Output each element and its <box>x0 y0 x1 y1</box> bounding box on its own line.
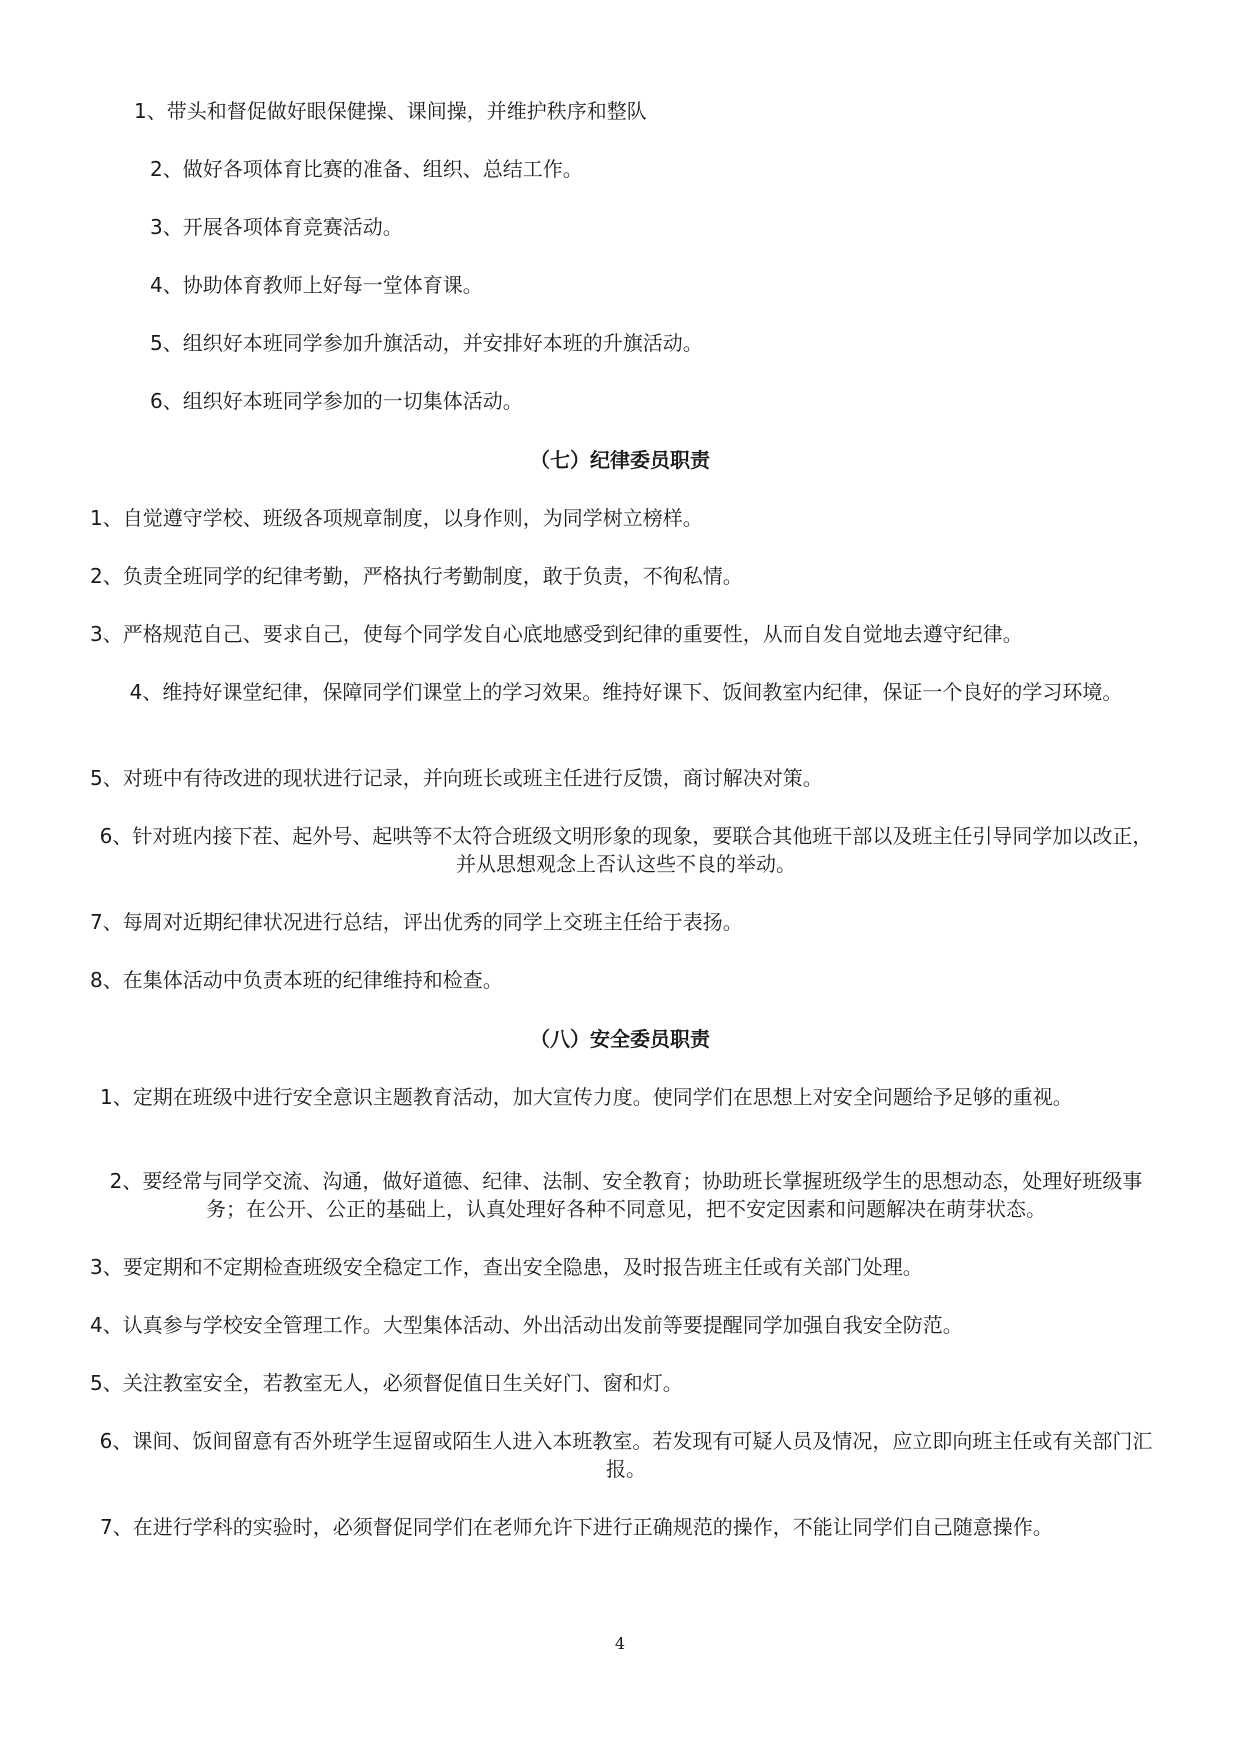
list-item: 1、定期在班级中进行安全意识主题教育活动，加大宣传力度。使同学们在思想上对安全问题给予足够的重视。 <box>100 1085 1073 1109</box>
list-item: 5、对班中有待改进的现状进行记录，并向班长或班主任进行反馈，商讨解决对策。 <box>90 766 823 790</box>
list-item: 2、做好各项体育比赛的准备、组织、总结工作。 <box>150 157 583 181</box>
list-item: 4、认真参与学校安全管理工作。大型集体活动、外出活动出发前等要提醒同学加强自我安全防范。 <box>90 1313 963 1337</box>
list-item: 4、维持好课堂纪律，保障同学们课堂上的学习效果。维持好课下、饭间教室内纪律，保证一个良好的学习环境。 <box>129 680 1123 704</box>
list-item: 1、自觉遵守学校、班级各项规章制度，以身作则，为同学树立榜样。 <box>90 506 703 530</box>
list-item: 3、要定期和不定期检查班级安全稳定工作，查出安全隐患，及时报告班主任或有关部门处理。 <box>90 1255 923 1279</box>
section-heading: （八）安全委员职责 <box>530 1027 710 1051</box>
list-item: 3、严格规范自己、要求自己，使每个同学发自心底地感受到纪律的重要性，从而自发自觉地去遵守纪律。 <box>90 622 1023 646</box>
list-item: 6、针对班内接下茬、起外号、起哄等不太符合班级文明形象的现象，要联合其他班干部以及班主任引导同学加以改正，并从思想观念上否认这些不良的举动。 <box>99 824 1153 876</box>
list-item: 7、在进行学科的实验时，必须督促同学们在老师允许下进行正确规范的操作，不能让同学们自己随意操作。 <box>100 1515 1053 1539</box>
list-item: 4、协助体育教师上好每一堂体育课。 <box>150 273 483 297</box>
list-item: 1、带头和督促做好眼保健操、课间操，并维护秩序和整队 <box>134 99 647 123</box>
list-item: 3、开展各项体育竞赛活动。 <box>150 215 403 239</box>
page-number: 4 <box>614 1634 626 1653</box>
list-item: 6、组织好本班同学参加的一切集体活动。 <box>150 389 523 413</box>
list-item: 5、组织好本班同学参加升旗活动，并安排好本班的升旗活动。 <box>150 331 703 355</box>
list-item: 5、关注教室安全，若教室无人，必须督促值日生关好门、窗和灯。 <box>90 1371 683 1395</box>
list-item: 7、每周对近期纪律状况进行总结，评出优秀的同学上交班主任给于表扬。 <box>90 910 743 934</box>
list-item: 8、在集体活动中负责本班的纪律维持和检查。 <box>90 968 503 992</box>
section-heading: （七）纪律委员职责 <box>530 448 710 472</box>
list-item: 6、课间、饭间留意有否外班学生逗留或陌生人进入本班教室。若发现有可疑人员及情况，应立即向班主任或有关部门汇报。 <box>99 1429 1153 1481</box>
list-item: 2、负责全班同学的纪律考勤，严格执行考勤制度，敢于负责，不徇私情。 <box>90 564 743 588</box>
list-item: 2、要经常与同学交流、沟通，做好道德、纪律、法制、安全教育；协助班长掌握班级学生的思想动态，处理好班级事务；在公开、公正的基础上，认真处理好各种不同意见，把不安定因素和问题解决在萌芽状态。 <box>109 1169 1143 1221</box>
